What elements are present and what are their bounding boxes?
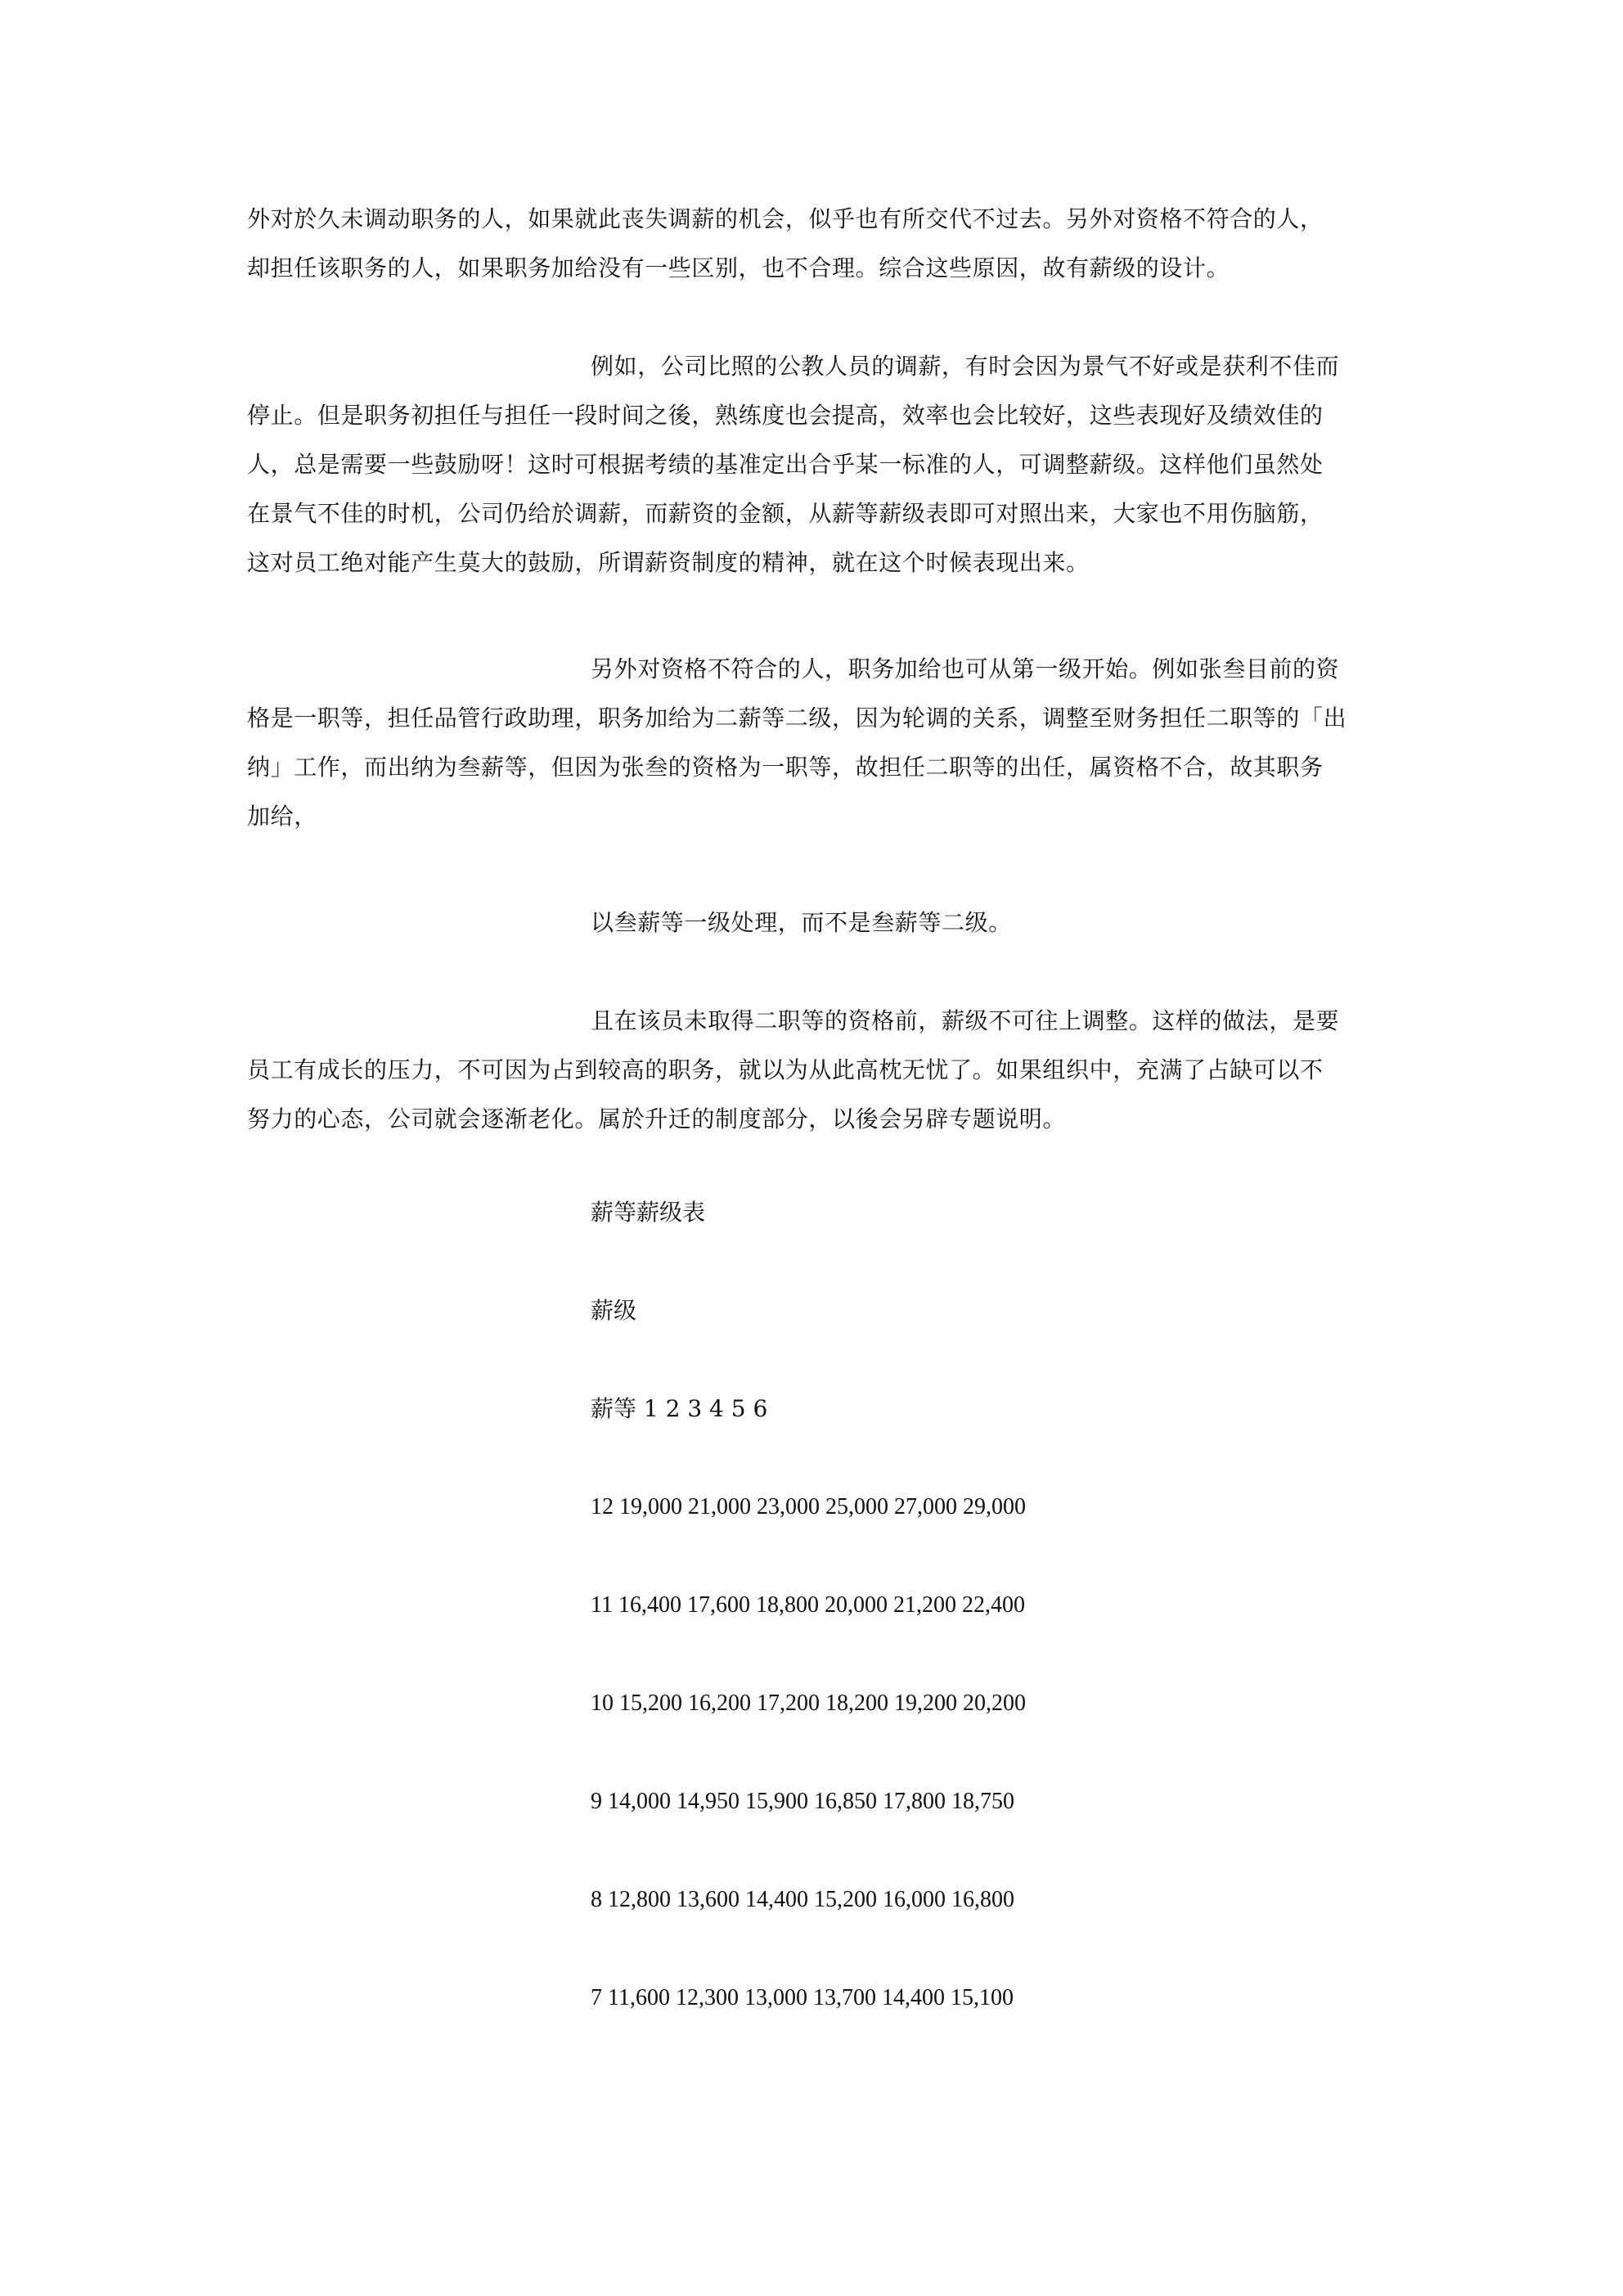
table-header-row: 薪等 1 2 3 4 5 6: [591, 1395, 768, 1422]
paragraph-line: 努力的心态，公司就会逐渐老化。属於升迁的制度部分，以後会另辟专题说明。: [247, 1105, 1067, 1132]
paragraph-line: 且在该员未取得二职等的资格前，薪级不可往上调整。这样的做法，是要: [591, 1007, 1340, 1034]
paragraph-5: [247, 997, 1392, 1144]
paragraph-4: [247, 898, 1392, 948]
paragraph-line: 这对员工绝对能产生莫大的鼓励，所谓薪资制度的精神，就在这个时候表现出来。: [247, 549, 1090, 576]
table-row: 10 15,200 16,200 17,200 18,200 19,200 20,200: [591, 1690, 1026, 1716]
paragraph-line: 纳」工作，而出纳为叁薪等，但因为张叁的资格为一职等，故担任二职等的出任，属资格不合，故其职务: [247, 754, 1324, 781]
paragraph-line: 外对於久未调动职务的人，如果就此丧失调薪的机会，似乎也有所交代不过去。另外对资格不符合的人，: [247, 205, 1324, 232]
table-row: 8 12,800 13,600 14,400 15,200 16,000 16,800: [591, 1887, 1014, 1912]
paragraph-2: [247, 342, 1392, 588]
paragraph-line: 以叁薪等一级处理，而不是叁薪等二级。: [591, 909, 1012, 936]
table-row: 7 11,600 12,300 13,000 13,700 14,400 15,100: [591, 1985, 1014, 2010]
table-row: 12 19,000 21,000 23,000 25,000 27,000 29,000: [591, 1494, 1026, 1519]
paragraph-line: 却担任该职务的人，如果职务加给没有一些区别，也不合理。综合这些原因，故有薪级的设计。: [247, 254, 1230, 281]
paragraph-line: 停止。但是职务初担任与担任一段时间之後，熟练度也会提高，效率也会比较好，这些表现好及绩效佳的: [247, 402, 1324, 429]
table-row: 9 14,000 14,950 15,900 16,850 17,800 18,750: [591, 1789, 1014, 1814]
table-row: 11 16,400 17,600 18,800 20,000 21,200 22,400: [591, 1592, 1025, 1618]
table-level-label: 薪级: [591, 1297, 637, 1324]
paragraph-3: [247, 645, 1392, 841]
paragraph-line: 在景气不佳的时机，公司仍给於调薪，而薪资的金额，从薪等薪级表即可对照出来，大家也不用伤脑筋，: [247, 500, 1324, 527]
table-title: 薪等薪级表: [591, 1199, 706, 1226]
paragraph-line: 员工有成长的压力，不可因为占到较高的职务，就以为从此高枕无忧了。如果组织中，充满了占缺可以不: [247, 1056, 1324, 1083]
paragraph-line: 加给，: [247, 803, 317, 830]
paragraph-line: 例如，公司比照的公教人员的调薪，有时会因为景气不好或是获利不佳而: [591, 353, 1340, 380]
paragraph-1: [247, 195, 1392, 293]
paragraph-line: 格是一职等，担任品管行政助理，职务加给为二薪等二级，因为轮调的关系，调整至财务担任二职等的「出: [247, 705, 1347, 732]
paragraph-line: 另外对资格不符合的人，职务加给也可从第一级开始。例如张叁目前的资: [591, 655, 1340, 682]
paragraph-line: 人，总是需要一些鼓励呀！这时可根据考绩的基准定出合乎某一标准的人，可调整薪级。这样他们虽然处: [247, 451, 1324, 478]
